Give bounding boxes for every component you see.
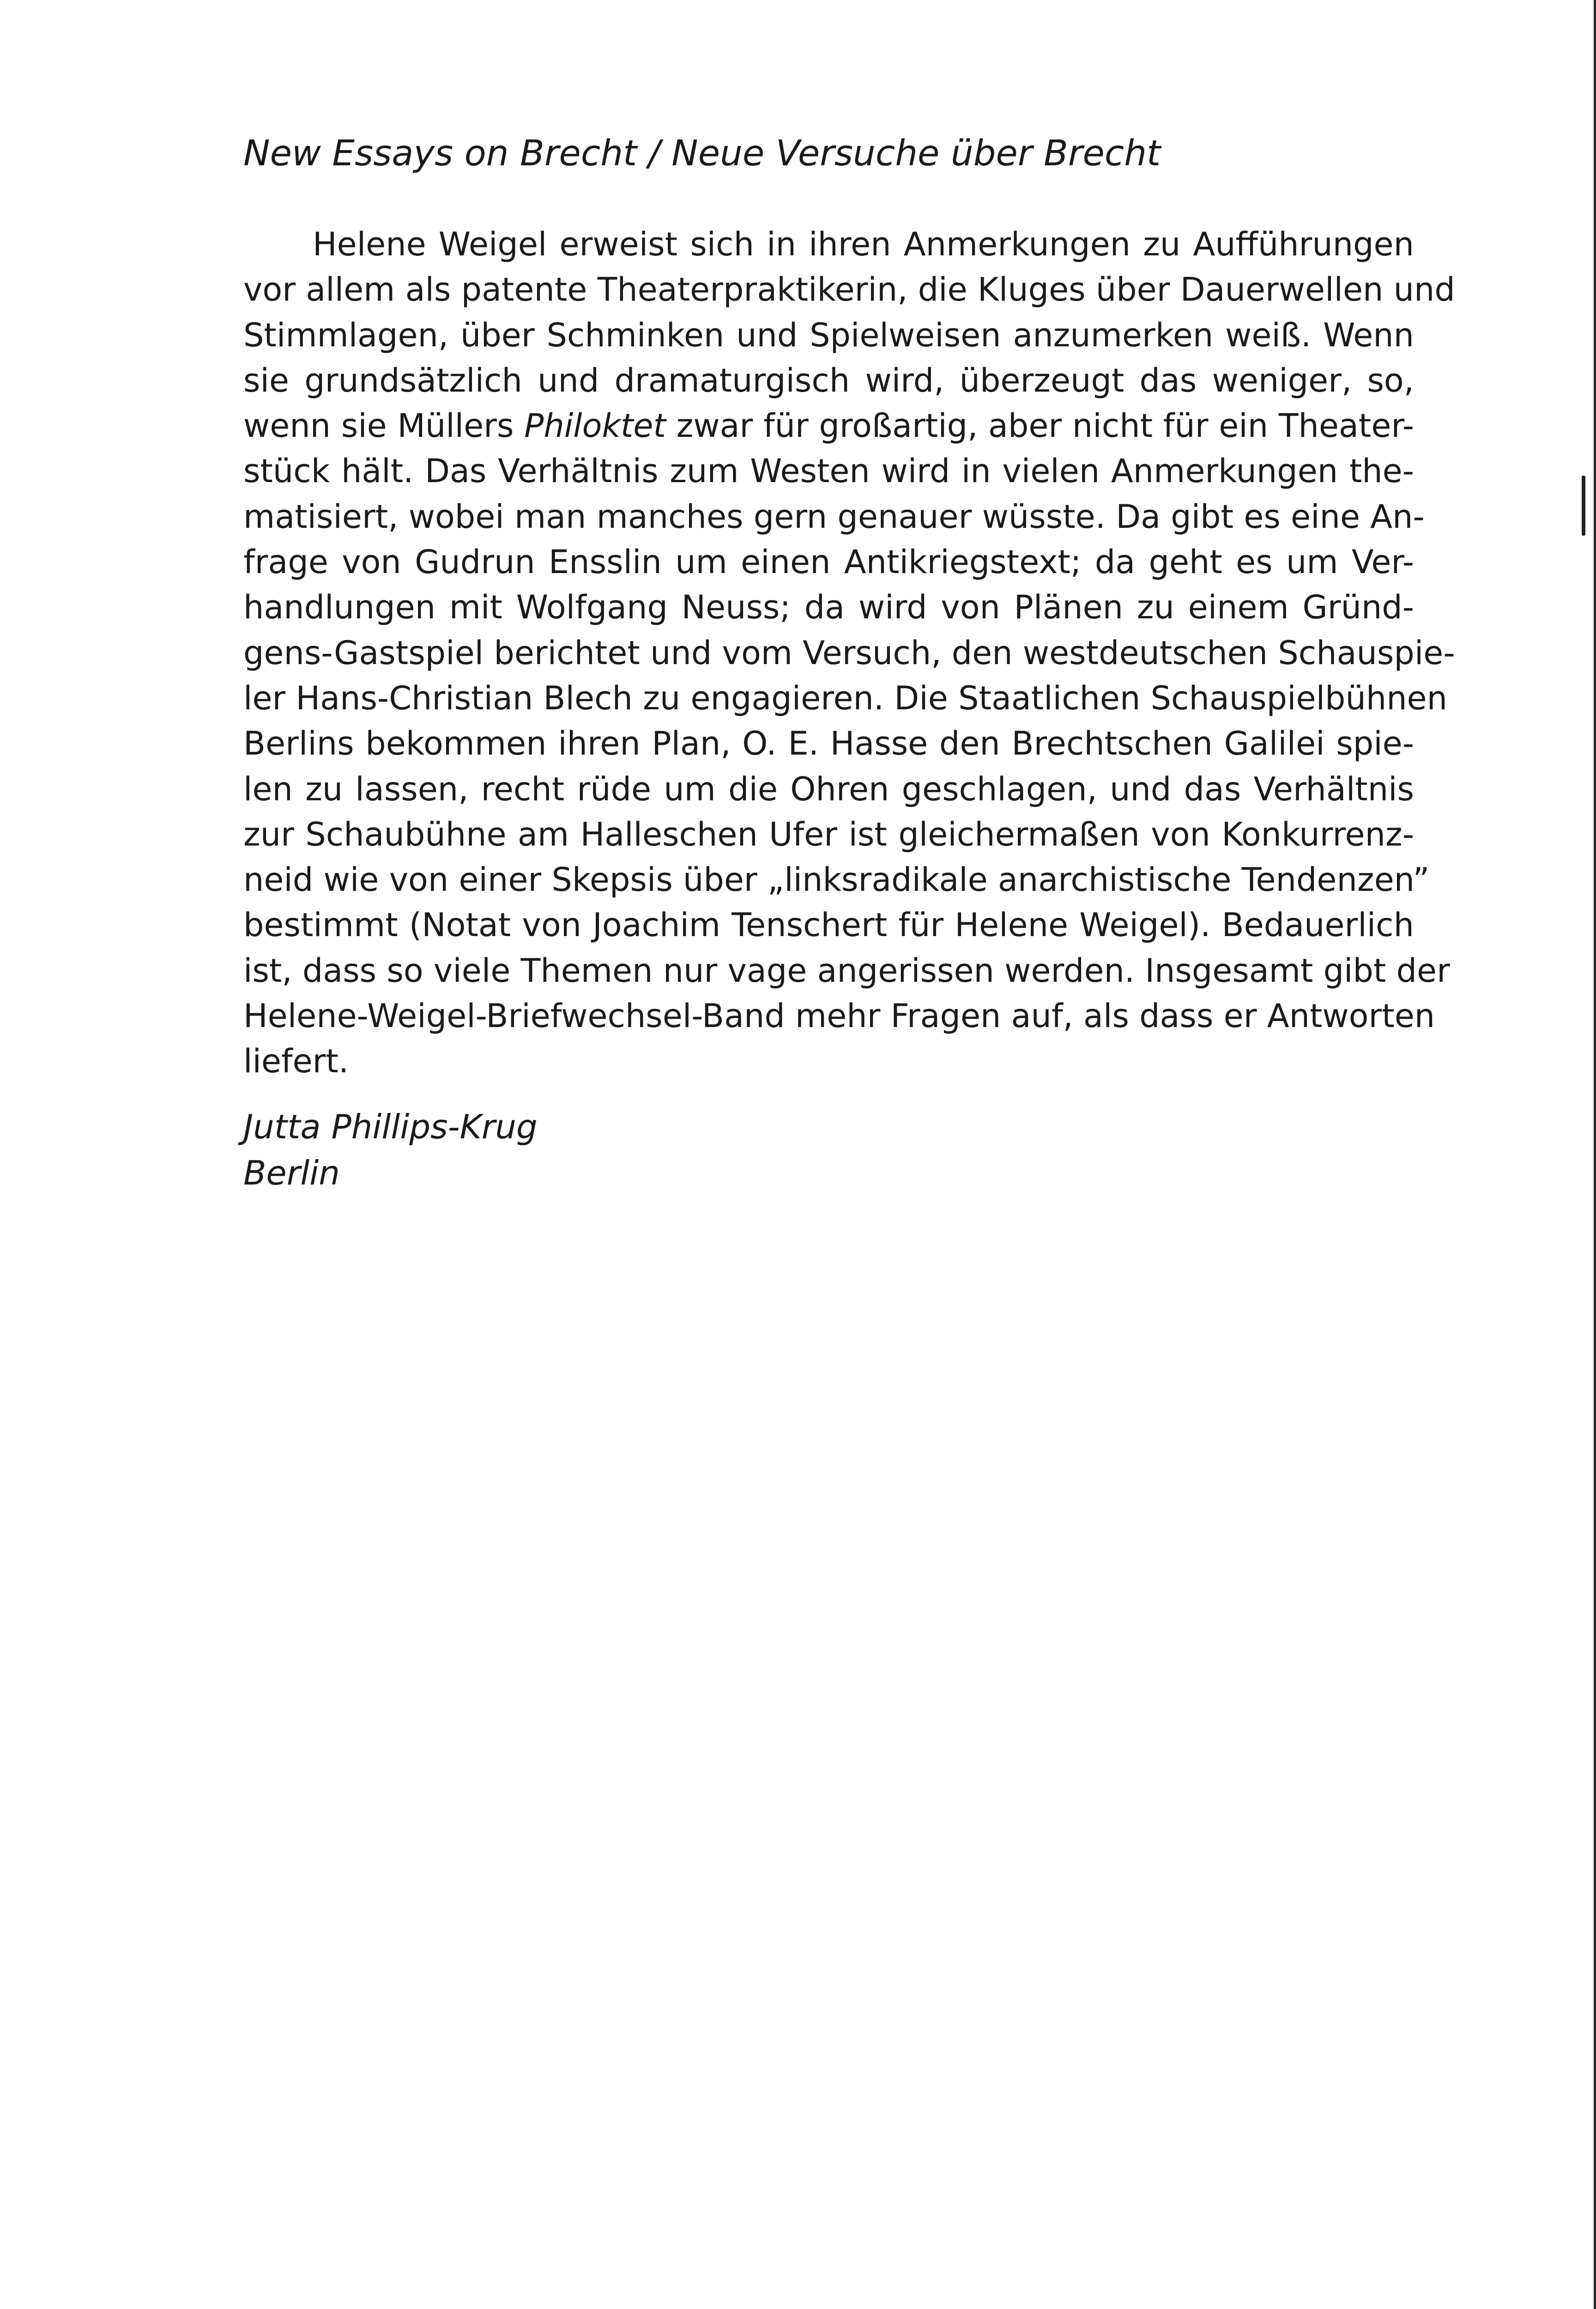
text-line: ler Hans-Christian Blech zu engagieren. Die Staatlichen Schauspielbühnen — [243, 679, 1447, 717]
running-head: New Essays on Brecht / Neue Versuche über Brecht — [243, 133, 1161, 174]
work-title-philoktet: Philoktet — [524, 407, 666, 445]
text-line: bestimmt (Notat von Joachim Tenschert für Helene Weigel). Bedauerlich — [243, 906, 1414, 944]
text-line: stück hält. Das Verhältnis zum Westen wird in vielen Anmerkungen the- — [243, 452, 1414, 490]
text-line: gens-Gastspiel berichtet und vom Versuch, den westdeutschen Schauspie- — [243, 634, 1455, 672]
text-line: ist, dass so viele Themen nur vage angerissen werden. Insgesamt gibt der — [243, 951, 1450, 990]
text-line — [243, 403, 1414, 448]
text-line: vor allem als patente Theaterpraktikerin, die Kluges über Dauerwellen und — [243, 271, 1455, 309]
author-name: Jutta Phillips-Krug — [243, 1107, 538, 1146]
text-line: neid wie von einer Skepsis über „linksradikale anarchistische Tendenzen” — [243, 861, 1430, 899]
text-line: Berlins bekommen ihren Plan, O. E. Hasse den Brechtschen Galilei spie- — [243, 725, 1414, 763]
text-line: handlungen mit Wolfgang Neuss; da wird von Plänen zu einem Gründ- — [243, 588, 1414, 627]
text-fragment: wenn sie Müllers — [243, 407, 514, 445]
text-fragment: zwar für großartig, aber nicht für ein Theater- — [676, 407, 1414, 445]
text-line: matisiert, wobei man manches gern genauer wüsste. Da gibt es eine An- — [243, 497, 1425, 536]
author-signature — [243, 1104, 538, 1196]
review-paragraph — [243, 222, 1455, 1084]
author-location: Berlin — [243, 1154, 340, 1192]
text-line: liefert. — [243, 1042, 349, 1081]
scan-mark — [1582, 476, 1585, 536]
text-line: sie grundsätzlich und dramaturgisch wird, überzeugt das weniger, so, — [243, 361, 1414, 399]
page-edge — [1594, 0, 1596, 2309]
text-line: Stimmlagen, über Schminken und Spielweisen anzumerken weiß. Wenn — [243, 316, 1414, 354]
text-line: frage von Gudrun Ensslin um einen Antikriegstext; da geht es um Ver- — [243, 543, 1414, 581]
text-line: Helene Weigel erweist sich in ihren Anmerkungen zu Aufführungen — [313, 225, 1414, 263]
text-line: Helene-Weigel-Briefwechsel-Band mehr Fragen auf, als dass er Antworten — [243, 997, 1435, 1035]
text-line: zur Schaubühne am Halleschen Ufer ist gleichermaßen von Konkurrenz- — [243, 815, 1414, 853]
text-line: len zu lassen, recht rüde um die Ohren geschlagen, und das Verhältnis — [243, 770, 1414, 808]
